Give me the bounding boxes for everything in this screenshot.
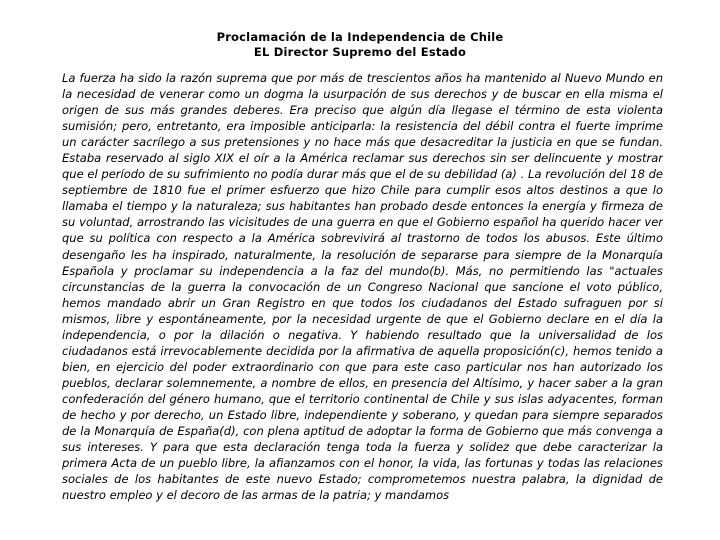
body-paragraph: La fuerza ha sido la razón suprema que por más de trescientos años ha mantenido al Nuevo Mundo en la necesidad de venerar como un dogma la usurpación de sus derechos y de buscar en ella misma el origen de sus más grandes deberes. Era preciso que algún día llegase el término de esta violenta sumisión; pero, entretanto, era imposible anticiparla: la resistencia del débil contra el fuerte imprime un carácter sacrílego a sus pretensiones y no hace más que desacreditar la justicia en que se fundan. Estaba reservado al siglo XIX el oír a la América reclamar sus derechos sin ser delincuente y mostrar que el período de su sufrimiento no podía durar más que el de su debilidad (a) . La revolución del 18 de septiembre de 1810 fue el primer esfuerzo que hizo Chile para cumplir esos altos destinos a que lo llamaba el tiempo y la naturaleza; sus habitantes han probado desde entonces la energía y firmeza de su voluntad, arrostrando las vicisitudes de una guerra en que el Gobierno español ha querido hacer ver que su política con respecto a la América sobrevivirá al trastorno de todos los abusos. Este último desengaño les ha inspirado, naturalmente, la resolución de separarse para siempre de la Monarquía Española y proclamar su independencia a la faz del mundo(b). Más, no permitiendo las "actuales circunstancias de la guerra la convocación de un Congreso Nacional que sancione el voto público, hemos mandado abrir un Gran Registro en que todos los ciudadanos del Estado sufraguen por sí mismos, libre y espontáneamente, por la necesidad urgente de que el Gobierno declare en el día la independencia, o por la dilación o negativa. Y habiendo resultado que la universalidad de los ciudadanos está irrevocablemente decidida por la afirmativa de aquella proposición(c), hemos tenido a bien, en ejercicio del poder extraordinario con que para este caso particular nos han autorizado los pueblos, declarar solemnemente, a nombre de ellos, en presencia del Altísimo, y hacer saber a la gran confederación del género humano, que el territorio continental de Chile y sus islas adyacentes, forman de hecho y por derecho, un Estado libre, independiente y soberano, y quedan para siempre separados de la Monarquía de España(d), con plena aptitud de adoptar la forma de Gobierno que más convenga a sus intereses. Y para que esta declaración tenga toda la fuerza y solidez que debe caracterizar la primera Acta de un pueblo libre, la afianzamos con el honor, la vida, las fortunas y todas las relaciones sociales de los habitantes de este nuevo Estado; comprometemos nuestra palabra, la dignidad de nuestro empleo y el decoro de las armas de la patria; y mandamos bbox=[62, 71, 663, 503]
document-title bbox=[160, 30, 560, 60]
proclamation-body bbox=[62, 70, 663, 512]
title-line-proclamation: Proclamación de la Independencia de Chile bbox=[216, 30, 504, 44]
title-line-director: EL Director Supremo del Estado bbox=[253, 45, 467, 59]
